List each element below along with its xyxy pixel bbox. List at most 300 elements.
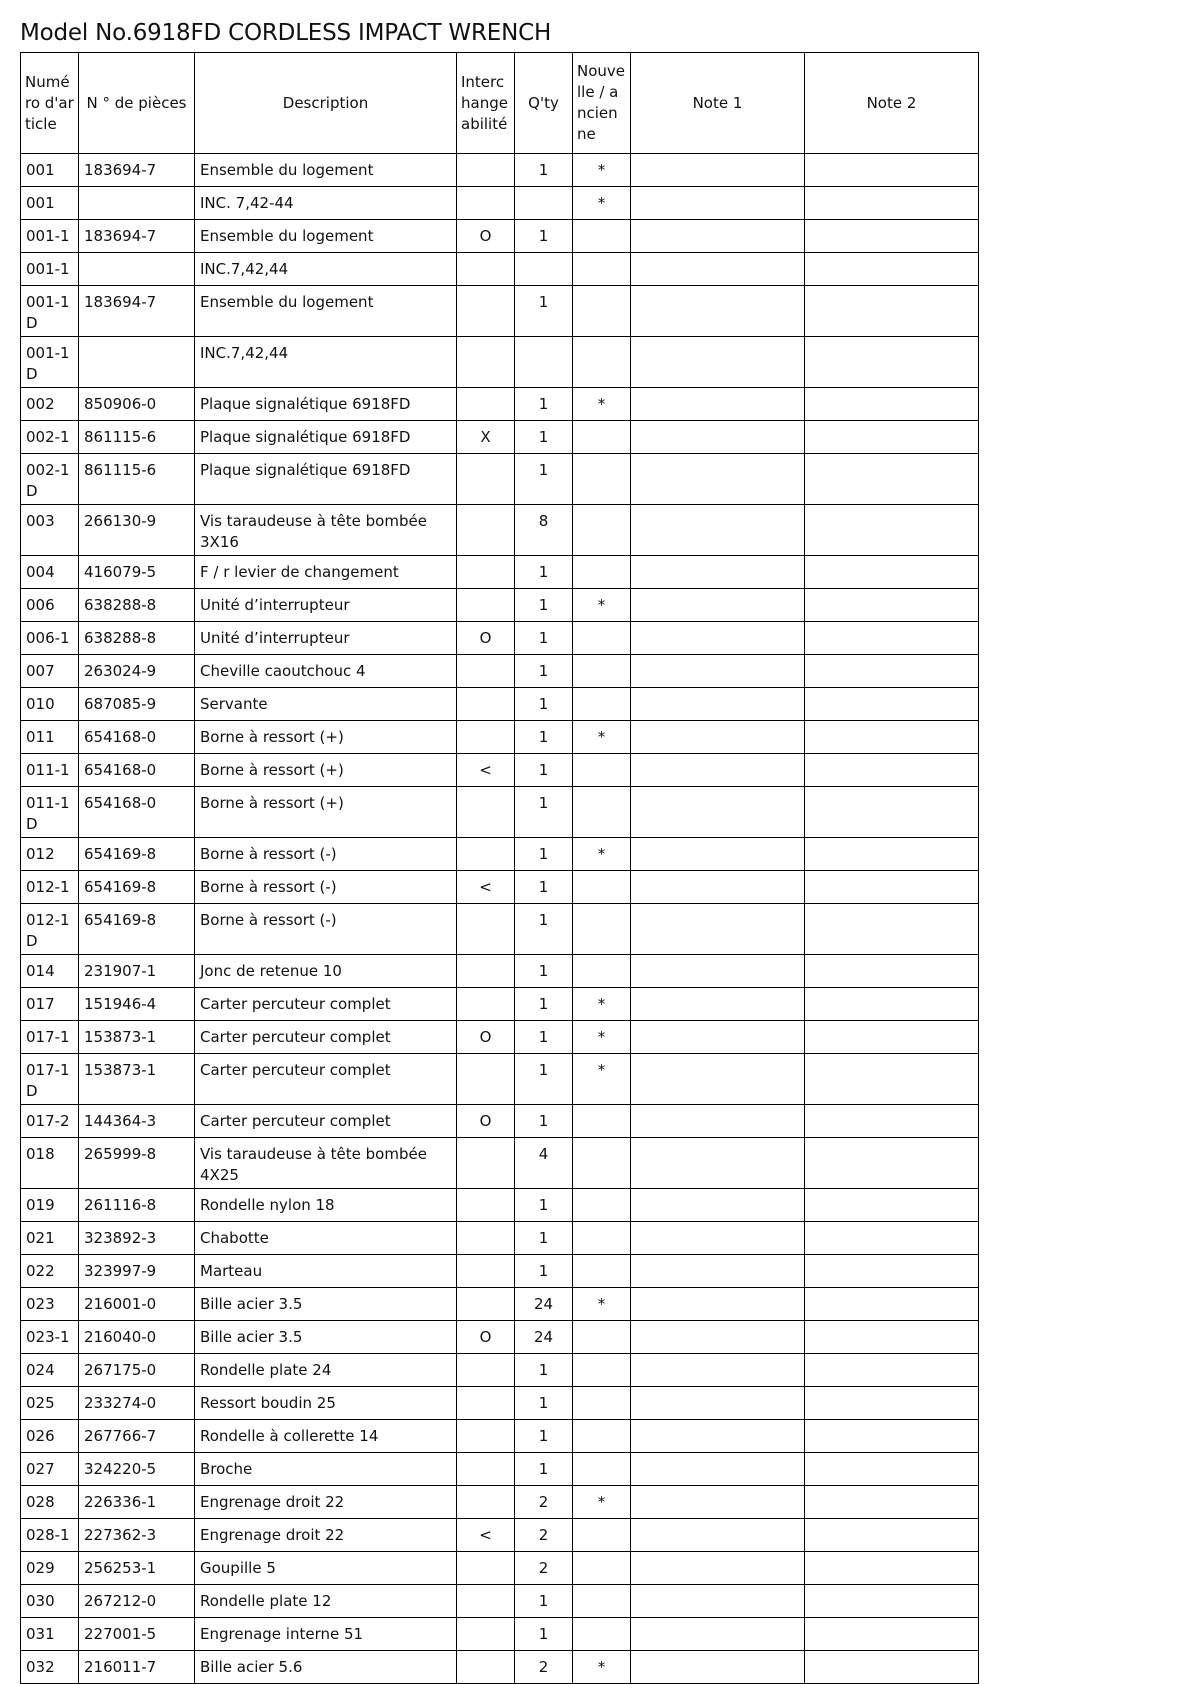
cell-qty: 1 [515,1420,573,1453]
cell-part-no: 654168-0 [79,754,195,787]
cell-interchangeability: < [457,754,515,787]
cell-note1 [631,1552,805,1585]
cell-part-no: 267175-0 [79,1354,195,1387]
cell-note1 [631,589,805,622]
parts-table [20,52,979,1684]
col-header-note1: Note 1 [631,53,805,154]
cell-item-no: 006-1 [21,622,79,655]
cell-interchangeability [457,1618,515,1651]
cell-qty: 1 [515,838,573,871]
table-row [21,1105,979,1138]
cell-description: Unité d’interrupteur [195,622,457,655]
cell-interchangeability: < [457,1519,515,1552]
cell-item-no: 028 [21,1486,79,1519]
cell-description: INC. 7,42-44 [195,187,457,220]
table-row [21,337,979,388]
cell-new-old [573,787,631,838]
cell-part-no: 153873-1 [79,1021,195,1054]
cell-new-old [573,1255,631,1288]
table-row [21,754,979,787]
col-header-item-no: Numéro d'article [21,53,79,154]
cell-description: Ensemble du logement [195,286,457,337]
table-row [21,1519,979,1552]
table-row [21,454,979,505]
table-row [21,1420,979,1453]
cell-description: Carter percuteur complet [195,1054,457,1105]
table-row [21,421,979,454]
cell-note2 [805,154,979,187]
cell-new-old [573,1420,631,1453]
cell-description: Rondelle nylon 18 [195,1189,457,1222]
cell-interchangeability [457,721,515,754]
cell-description: Borne à ressort (+) [195,754,457,787]
table-row [21,655,979,688]
cell-item-no: 001-1 [21,220,79,253]
table-row [21,1354,979,1387]
cell-new-old [573,253,631,286]
cell-note2 [805,1189,979,1222]
cell-interchangeability [457,1255,515,1288]
col-header-interchangeability: Interchangeabilité [457,53,515,154]
cell-qty: 1 [515,655,573,688]
cell-item-no: 021 [21,1222,79,1255]
cell-note2 [805,688,979,721]
cell-part-no: 850906-0 [79,388,195,421]
cell-new-old: * [573,388,631,421]
cell-note1 [631,688,805,721]
cell-qty: 1 [515,1387,573,1420]
cell-item-no: 031 [21,1618,79,1651]
col-header-new-old: Nouvelle / ancienne [573,53,631,154]
cell-note1 [631,1585,805,1618]
cell-interchangeability [457,1387,515,1420]
cell-qty: 2 [515,1552,573,1585]
cell-item-no: 011-1D [21,787,79,838]
cell-note2 [805,1321,979,1354]
cell-note2 [805,1255,979,1288]
table-row [21,388,979,421]
cell-part-no: 267212-0 [79,1585,195,1618]
cell-new-old: * [573,721,631,754]
cell-new-old [573,454,631,505]
cell-note2 [805,904,979,955]
cell-note2 [805,1585,979,1618]
cell-part-no: 861115-6 [79,421,195,454]
cell-description: Carter percuteur complet [195,988,457,1021]
cell-new-old [573,286,631,337]
cell-note1 [631,1486,805,1519]
table-row [21,1585,979,1618]
cell-part-no: 654169-8 [79,838,195,871]
cell-note1 [631,871,805,904]
cell-note2 [805,838,979,871]
cell-note1 [631,1189,805,1222]
cell-part-no: 654169-8 [79,904,195,955]
cell-item-no: 001-1D [21,286,79,337]
cell-qty: 1 [515,1189,573,1222]
cell-new-old: * [573,1651,631,1684]
cell-new-old [573,622,631,655]
cell-note2 [805,505,979,556]
cell-note2 [805,421,979,454]
cell-note2 [805,1420,979,1453]
cell-part-no [79,337,195,388]
cell-qty: 1 [515,1585,573,1618]
cell-note1 [631,286,805,337]
cell-description: Rondelle à collerette 14 [195,1420,457,1453]
table-row [21,787,979,838]
cell-item-no: 012-1D [21,904,79,955]
cell-interchangeability [457,253,515,286]
cell-new-old [573,1585,631,1618]
cell-qty: 1 [515,688,573,721]
cell-note1 [631,1420,805,1453]
cell-item-no: 001-1D [21,337,79,388]
cell-qty: 1 [515,622,573,655]
cell-item-no: 001-1 [21,253,79,286]
cell-item-no: 025 [21,1387,79,1420]
cell-part-no: 226336-1 [79,1486,195,1519]
cell-item-no: 001 [21,187,79,220]
table-row [21,688,979,721]
table-row [21,556,979,589]
cell-interchangeability [457,655,515,688]
table-row [21,1054,979,1105]
cell-interchangeability [457,454,515,505]
cell-part-no: 654168-0 [79,787,195,838]
cell-interchangeability [457,286,515,337]
table-row [21,871,979,904]
cell-note2 [805,337,979,388]
cell-description: Plaque signalétique 6918FD [195,421,457,454]
cell-interchangeability [457,988,515,1021]
cell-new-old: * [573,988,631,1021]
cell-qty [515,337,573,388]
cell-note2 [805,871,979,904]
cell-part-no: 144364-3 [79,1105,195,1138]
cell-description: Borne à ressort (-) [195,871,457,904]
cell-new-old [573,1321,631,1354]
cell-qty: 1 [515,388,573,421]
cell-note1 [631,622,805,655]
table-row [21,1138,979,1189]
cell-note2 [805,754,979,787]
cell-new-old: * [573,187,631,220]
cell-part-no: 324220-5 [79,1453,195,1486]
cell-note1 [631,1255,805,1288]
cell-description: Plaque signalétique 6918FD [195,388,457,421]
cell-note2 [805,1105,979,1138]
cell-note2 [805,454,979,505]
cell-interchangeability [457,1651,515,1684]
cell-part-no: 183694-7 [79,286,195,337]
cell-note1 [631,421,805,454]
cell-note2 [805,721,979,754]
cell-qty: 1 [515,556,573,589]
col-header-description: Description [195,53,457,154]
cell-qty: 2 [515,1651,573,1684]
cell-description: Bille acier 3.5 [195,1321,457,1354]
cell-item-no: 011 [21,721,79,754]
cell-note1 [631,904,805,955]
cell-qty: 24 [515,1321,573,1354]
cell-new-old: * [573,1021,631,1054]
cell-note1 [631,454,805,505]
cell-new-old [573,421,631,454]
cell-item-no: 017 [21,988,79,1021]
table-row [21,721,979,754]
cell-part-no: 861115-6 [79,454,195,505]
cell-note2 [805,1387,979,1420]
cell-description: Unité d’interrupteur [195,589,457,622]
cell-qty: 24 [515,1288,573,1321]
cell-new-old [573,1519,631,1552]
cell-interchangeability [457,955,515,988]
table-row [21,1453,979,1486]
table-row [21,154,979,187]
cell-note2 [805,622,979,655]
cell-interchangeability: < [457,871,515,904]
table-row [21,988,979,1021]
cell-note1 [631,556,805,589]
cell-note1 [631,337,805,388]
cell-note2 [805,1519,979,1552]
cell-item-no: 029 [21,1552,79,1585]
cell-item-no: 002-1 [21,421,79,454]
cell-description: Broche [195,1453,457,1486]
cell-description: Rondelle plate 12 [195,1585,457,1618]
cell-interchangeability [457,787,515,838]
cell-note2 [805,1651,979,1684]
cell-note2 [805,1222,979,1255]
table-row [21,589,979,622]
cell-description: Engrenage interne 51 [195,1618,457,1651]
cell-description: Carter percuteur complet [195,1105,457,1138]
cell-note2 [805,253,979,286]
cell-new-old [573,1618,631,1651]
cell-interchangeability [457,1453,515,1486]
cell-qty: 1 [515,220,573,253]
cell-qty: 8 [515,505,573,556]
cell-description: INC.7,42,44 [195,337,457,388]
cell-qty: 1 [515,1354,573,1387]
cell-note1 [631,1288,805,1321]
table-row [21,1618,979,1651]
cell-note1 [631,1354,805,1387]
cell-part-no: 265999-8 [79,1138,195,1189]
cell-note2 [805,1618,979,1651]
cell-interchangeability [457,1054,515,1105]
table-row [21,838,979,871]
cell-note1 [631,1453,805,1486]
col-header-note2: Note 2 [805,53,979,154]
cell-interchangeability [457,904,515,955]
cell-note2 [805,1288,979,1321]
cell-item-no: 012-1 [21,871,79,904]
cell-part-no: 654168-0 [79,721,195,754]
table-row [21,1552,979,1585]
cell-interchangeability [457,1288,515,1321]
table-row [21,622,979,655]
cell-note1 [631,1519,805,1552]
cell-qty: 1 [515,286,573,337]
cell-qty: 1 [515,988,573,1021]
table-row [21,187,979,220]
cell-note2 [805,655,979,688]
cell-note1 [631,955,805,988]
cell-note2 [805,1486,979,1519]
table-row [21,904,979,955]
cell-note2 [805,220,979,253]
cell-note2 [805,589,979,622]
cell-note1 [631,754,805,787]
cell-note1 [631,838,805,871]
cell-part-no: 638288-8 [79,622,195,655]
cell-item-no: 001 [21,154,79,187]
cell-interchangeability [457,1552,515,1585]
cell-new-old [573,1552,631,1585]
cell-note2 [805,1552,979,1585]
cell-part-no [79,253,195,286]
cell-new-old [573,904,631,955]
cell-interchangeability [457,388,515,421]
table-row [21,286,979,337]
cell-part-no: 216040-0 [79,1321,195,1354]
cell-item-no: 004 [21,556,79,589]
cell-part-no [79,187,195,220]
cell-qty: 1 [515,1054,573,1105]
cell-note1 [631,1222,805,1255]
cell-description: Goupille 5 [195,1552,457,1585]
cell-interchangeability: O [457,220,515,253]
cell-part-no: 323892-3 [79,1222,195,1255]
cell-new-old [573,505,631,556]
cell-qty: 1 [515,721,573,754]
cell-part-no: 687085-9 [79,688,195,721]
cell-note2 [805,1138,979,1189]
cell-description: Vis taraudeuse à tête bombée 4X25 [195,1138,457,1189]
cell-note1 [631,505,805,556]
cell-new-old [573,1453,631,1486]
cell-interchangeability: O [457,622,515,655]
cell-qty: 1 [515,1453,573,1486]
cell-interchangeability [457,1486,515,1519]
cell-item-no: 010 [21,688,79,721]
cell-note1 [631,220,805,253]
cell-new-old: * [573,838,631,871]
cell-item-no: 011-1 [21,754,79,787]
table-row [21,220,979,253]
cell-item-no: 003 [21,505,79,556]
cell-item-no: 026 [21,1420,79,1453]
cell-item-no: 017-2 [21,1105,79,1138]
cell-item-no: 006 [21,589,79,622]
cell-part-no: 256253-1 [79,1552,195,1585]
cell-qty: 1 [515,1105,573,1138]
cell-note1 [631,388,805,421]
cell-part-no: 183694-7 [79,154,195,187]
cell-part-no: 654169-8 [79,871,195,904]
cell-qty: 2 [515,1519,573,1552]
cell-description: F / r levier de changement [195,556,457,589]
cell-new-old [573,871,631,904]
cell-item-no: 017-1 [21,1021,79,1054]
cell-qty: 1 [515,1021,573,1054]
col-header-part-no: N ° de pièces [79,53,195,154]
cell-description: Chabotte [195,1222,457,1255]
cell-note1 [631,1321,805,1354]
cell-qty: 1 [515,871,573,904]
table-row [21,1255,979,1288]
cell-qty [515,253,573,286]
table-row [21,1321,979,1354]
cell-qty: 1 [515,454,573,505]
cell-qty: 1 [515,1255,573,1288]
cell-qty: 1 [515,589,573,622]
cell-item-no: 027 [21,1453,79,1486]
header-row [21,53,979,154]
cell-interchangeability [457,505,515,556]
cell-description: Bille acier 5.6 [195,1651,457,1684]
cell-part-no: 216011-7 [79,1651,195,1684]
cell-description: Bille acier 3.5 [195,1288,457,1321]
cell-note2 [805,1453,979,1486]
cell-qty: 1 [515,787,573,838]
cell-interchangeability [457,556,515,589]
cell-interchangeability [457,589,515,622]
cell-item-no: 014 [21,955,79,988]
cell-part-no: 266130-9 [79,505,195,556]
cell-qty [515,187,573,220]
cell-interchangeability [457,1222,515,1255]
table-row [21,1387,979,1420]
cell-description: Ressort boudin 25 [195,1387,457,1420]
cell-note1 [631,1618,805,1651]
table-row [21,1222,979,1255]
cell-item-no: 022 [21,1255,79,1288]
cell-description: Engrenage droit 22 [195,1486,457,1519]
cell-item-no: 018 [21,1138,79,1189]
cell-new-old [573,688,631,721]
table-row [21,253,979,286]
cell-item-no: 012 [21,838,79,871]
cell-item-no: 019 [21,1189,79,1222]
cell-note2 [805,187,979,220]
cell-note1 [631,1387,805,1420]
cell-part-no: 227362-3 [79,1519,195,1552]
cell-note1 [631,655,805,688]
cell-interchangeability: X [457,421,515,454]
cell-interchangeability [457,1189,515,1222]
cell-interchangeability: O [457,1321,515,1354]
cell-interchangeability: O [457,1105,515,1138]
cell-qty: 2 [515,1486,573,1519]
table-row [21,1486,979,1519]
cell-description: Borne à ressort (+) [195,721,457,754]
cell-note1 [631,187,805,220]
cell-note1 [631,1105,805,1138]
cell-new-old [573,955,631,988]
cell-description: Servante [195,688,457,721]
table-row [21,505,979,556]
cell-qty: 4 [515,1138,573,1189]
table-row [21,1021,979,1054]
cell-new-old [573,655,631,688]
cell-qty: 1 [515,1618,573,1651]
cell-interchangeability [457,154,515,187]
cell-interchangeability [457,838,515,871]
cell-description: Marteau [195,1255,457,1288]
